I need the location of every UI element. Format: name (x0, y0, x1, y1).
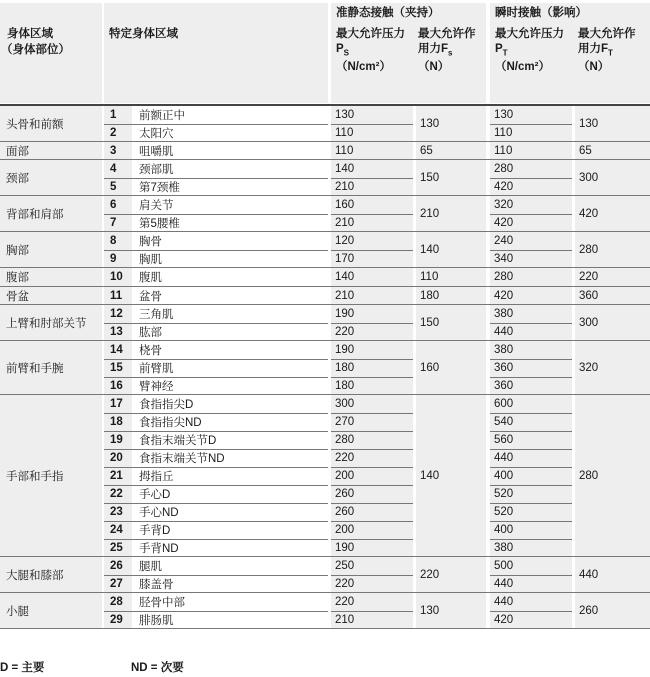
row-separator (104, 449, 328, 450)
ps-value: 260 (335, 506, 355, 519)
row-separator (104, 611, 328, 612)
pt-value: 600 (494, 397, 514, 410)
region-cell: 头骨和前额 (6, 119, 64, 132)
pt-value: 420 (494, 614, 514, 627)
row-separator (490, 377, 572, 378)
region-cell: 腹部 (6, 272, 29, 285)
ft-cell: 420 (579, 208, 599, 221)
ps-value: 190 (335, 542, 355, 555)
row-separator (104, 413, 328, 414)
row-number: 28 (110, 596, 123, 609)
row-separator (104, 178, 328, 179)
row-separator (490, 539, 572, 540)
row-number: 25 (110, 542, 123, 555)
fs-cell: 160 (420, 361, 440, 374)
group-transient-title: 瞬时接触（影响） (495, 7, 587, 19)
pt-header-line1: 最大允许压力 (495, 28, 564, 40)
pt-symbol: P (495, 43, 503, 55)
row-separator (490, 521, 572, 522)
fs-cell: 130 (420, 118, 440, 131)
row-separator (331, 178, 413, 179)
col-specific-title: 特定身体区域 (109, 28, 178, 40)
fs-cell: 140 (420, 244, 440, 257)
row-separator (490, 214, 572, 215)
fs-header-line2 (418, 42, 476, 60)
fs-header-unit: （N） (418, 61, 450, 74)
pt-value: 130 (494, 109, 514, 122)
row-separator (104, 124, 328, 125)
fs-header (418, 27, 476, 75)
pt-value: 420 (494, 289, 514, 302)
ps-value: 200 (335, 470, 355, 483)
row-number: 2 (110, 127, 117, 140)
ps-value: 200 (335, 524, 355, 537)
specific-area: 胫骨中部 (139, 597, 185, 610)
fs-header-line1: 最大允许作 (418, 28, 476, 40)
fs-symbol: 用力F (418, 43, 449, 55)
footnote-d: D = 主要 (0, 662, 45, 674)
specific-area: 胸肌 (139, 254, 162, 267)
fs-cell: 150 (420, 172, 440, 185)
specific-area: 食指末端关节ND (139, 452, 225, 465)
ps-value: 260 (335, 488, 355, 501)
pt-value: 440 (494, 451, 514, 464)
ft-header-line2 (578, 42, 636, 60)
region-cell: 上臂和肘部关节 (6, 317, 87, 330)
row-separator (104, 467, 328, 468)
ft-cell: 65 (579, 145, 592, 158)
row-separator (490, 485, 572, 486)
pt-value: 280 (494, 163, 514, 176)
pt-value: 380 (494, 307, 514, 320)
specific-area: 腓肠肌 (139, 615, 174, 628)
ps-value: 270 (335, 415, 355, 428)
row-number: 15 (110, 361, 123, 374)
specific-area: 第5腰椎 (139, 218, 180, 231)
row-number: 24 (110, 524, 123, 537)
row-separator (331, 575, 413, 576)
row-separator (490, 250, 572, 251)
ps-header-line1: 最大允许压力 (336, 28, 405, 40)
row-separator (331, 250, 413, 251)
row-separator (104, 377, 328, 378)
ft-cell: 260 (579, 605, 599, 618)
pt-value: 420 (494, 181, 514, 194)
row-number: 17 (110, 397, 123, 410)
row-number: 4 (110, 163, 117, 176)
ps-value: 140 (335, 271, 355, 284)
header-shade-specific (104, 3, 328, 103)
row-separator (104, 214, 328, 215)
ft-cell: 440 (579, 569, 599, 582)
pt-value: 340 (494, 253, 514, 266)
pt-value: 110 (494, 145, 513, 158)
specific-area: 拇指丘 (139, 471, 174, 484)
ps-value: 250 (335, 560, 355, 573)
ft-cell: 280 (579, 244, 599, 257)
specific-area: 肱部 (139, 326, 162, 339)
row-number: 29 (110, 614, 123, 627)
ps-value: 120 (335, 235, 355, 248)
row-separator (331, 214, 413, 215)
ft-cell: 280 (579, 470, 599, 483)
pt-value: 400 (494, 470, 514, 483)
fs-cell: 110 (420, 271, 439, 284)
specific-area: 三角肌 (139, 308, 174, 321)
row-separator (331, 521, 413, 522)
ps-value: 300 (335, 397, 355, 410)
specific-area: 臂神经 (139, 380, 174, 393)
row-number: 26 (110, 560, 123, 573)
row-number: 27 (110, 578, 123, 591)
pt-header (495, 27, 564, 75)
specific-area: 前额正中 (139, 110, 185, 123)
row-separator (104, 575, 328, 576)
pt-value: 400 (494, 524, 514, 537)
row-number: 6 (110, 199, 117, 212)
specific-area: 手背ND (139, 543, 179, 556)
pt-value: 320 (494, 199, 514, 212)
ps-value: 110 (335, 127, 354, 140)
row-number: 3 (110, 145, 117, 158)
row-number: 23 (110, 506, 123, 519)
row-number: 10 (110, 271, 123, 284)
region-cell: 手部和手指 (6, 471, 64, 484)
row-separator (490, 359, 572, 360)
fs-cell: 220 (420, 569, 440, 582)
region-cell: 面部 (6, 146, 29, 159)
row-number: 8 (110, 235, 117, 248)
ps-value: 210 (335, 289, 355, 302)
ft-cell: 220 (579, 271, 599, 284)
ft-header-line1: 最大允许作 (578, 28, 636, 40)
ps-value: 190 (335, 307, 355, 320)
row-separator (331, 413, 413, 414)
ps-value: 130 (335, 109, 355, 122)
row-separator (331, 377, 413, 378)
pt-value: 280 (494, 271, 514, 284)
specific-area: 食指指尖D (139, 398, 194, 411)
row-separator (331, 467, 413, 468)
ft-header (578, 27, 636, 75)
pt-value: 380 (494, 343, 514, 356)
row-number: 19 (110, 433, 123, 446)
row-number: 11 (110, 289, 123, 302)
row-separator (331, 323, 413, 324)
row-separator (490, 449, 572, 450)
row-number: 1 (110, 109, 117, 122)
row-separator (331, 359, 413, 360)
ps-value: 220 (335, 451, 355, 464)
specific-area: 肩关节 (139, 200, 174, 213)
region-cell: 大腿和膝部 (6, 570, 64, 583)
pt-value: 500 (494, 560, 514, 573)
specific-area: 腿肌 (139, 561, 162, 574)
fs-cell: 210 (420, 208, 440, 221)
ps-header-unit: （N/cm²） (336, 61, 391, 74)
row-number: 9 (110, 253, 117, 266)
region-cell: 背部和肩部 (6, 209, 64, 222)
row-number: 14 (110, 343, 123, 356)
ps-value: 190 (335, 343, 355, 356)
pt-value: 360 (494, 361, 514, 374)
row-number: 12 (110, 307, 123, 320)
row-separator (490, 413, 572, 414)
specific-area: 咀嚼肌 (139, 146, 174, 159)
fs-cell: 150 (420, 316, 440, 329)
specific-area: 胸骨 (139, 236, 162, 249)
row-separator (104, 359, 328, 360)
specific-area: 手背D (139, 525, 171, 538)
fs-cell: 130 (420, 605, 440, 618)
row-number: 13 (110, 325, 123, 338)
row-separator (331, 539, 413, 540)
fs-cell: 140 (420, 470, 440, 483)
row-separator (331, 611, 413, 612)
row-number: 20 (110, 451, 123, 464)
pt-value: 440 (494, 325, 514, 338)
row-separator (104, 539, 328, 540)
row-separator (331, 485, 413, 486)
pt-value: 420 (494, 217, 514, 230)
pt-value: 380 (494, 542, 514, 555)
ft-subscript: T (608, 48, 613, 58)
col-region-subtitle: （身体部位） (1, 44, 70, 56)
pt-header-symbol (495, 42, 564, 60)
row-separator (490, 611, 572, 612)
specific-area: 盆骨 (139, 290, 162, 303)
specific-area: 食指指尖ND (139, 416, 202, 429)
ft-cell: 130 (579, 118, 599, 131)
region-cell: 颈部 (6, 173, 29, 186)
specific-area: 太阳穴 (139, 128, 174, 141)
ps-value: 280 (335, 433, 355, 446)
row-separator (490, 323, 572, 324)
row-separator (104, 323, 328, 324)
specific-area: 腹肌 (139, 272, 162, 285)
row-separator (490, 431, 572, 432)
row-separator (490, 503, 572, 504)
row-separator (490, 467, 572, 468)
ps-header (336, 27, 405, 75)
row-separator (104, 485, 328, 486)
ft-cell: 300 (579, 172, 599, 185)
specific-area: 食指末端关节D (139, 434, 217, 447)
pt-subscript: T (502, 48, 508, 58)
pt-value: 440 (494, 578, 514, 591)
ps-value: 110 (335, 145, 354, 158)
ps-value: 170 (335, 253, 355, 266)
row-separator (331, 431, 413, 432)
row-separator (331, 503, 413, 504)
region-cell: 骨盆 (6, 290, 29, 303)
ft-cell: 360 (579, 289, 599, 302)
row-separator (490, 575, 572, 576)
specific-area: 膝盖骨 (139, 579, 174, 592)
region-cell: 前臂和手腕 (6, 362, 64, 375)
ft-cell: 320 (579, 361, 599, 374)
pt-value: 560 (494, 433, 514, 446)
specific-area: 第7颈椎 (139, 182, 180, 195)
pt-header-unit: （N/cm²） (495, 61, 550, 74)
footnote-nd: ND = 次要 (131, 662, 184, 674)
pt-value: 520 (494, 488, 514, 501)
row-separator (104, 250, 328, 251)
row-separator (104, 431, 328, 432)
row-number: 5 (110, 181, 117, 194)
specific-area: 颈部肌 (139, 164, 174, 177)
region-cell: 小腿 (6, 606, 29, 619)
row-separator (490, 124, 572, 125)
ps-value: 210 (335, 217, 355, 230)
fs-cell: 180 (420, 289, 440, 302)
pt-value: 440 (494, 596, 514, 609)
ps-symbol: P (336, 43, 344, 55)
fs-subscript: s (448, 48, 453, 58)
ps-value: 220 (335, 596, 355, 609)
specific-area: 手心ND (139, 507, 179, 520)
ps-header-symbol (336, 42, 405, 60)
row-separator (104, 503, 328, 504)
ps-value: 220 (335, 325, 355, 338)
pt-value: 520 (494, 506, 514, 519)
group-quasi-static-title: 准静态接触（夹持） (336, 7, 440, 19)
table-top-rule (0, 104, 650, 106)
row-separator (331, 124, 413, 125)
ps-value: 210 (335, 181, 355, 194)
ps-subscript: S (343, 48, 350, 58)
specific-area: 前臂肌 (139, 362, 174, 375)
row-number: 21 (110, 470, 123, 483)
ps-value: 180 (335, 361, 355, 374)
ps-value: 140 (335, 163, 355, 176)
region-cell: 胸部 (6, 245, 29, 258)
row-number: 16 (110, 379, 123, 392)
pt-value: 360 (494, 379, 514, 392)
row-number: 18 (110, 415, 123, 428)
pt-value: 240 (494, 235, 514, 248)
row-separator (331, 449, 413, 450)
ps-value: 220 (335, 578, 355, 591)
ft-header-unit: （N） (578, 61, 610, 74)
group-separator (0, 628, 650, 629)
row-number: 22 (110, 488, 123, 501)
fs-cell: 65 (420, 145, 433, 158)
specific-area: 桡骨 (139, 344, 162, 357)
col-region-title: 身体区域 (7, 28, 53, 40)
row-number: 7 (110, 217, 117, 230)
specific-area: 手心D (139, 489, 171, 502)
ps-value: 180 (335, 379, 355, 392)
pt-value: 540 (494, 415, 514, 428)
ps-value: 210 (335, 614, 355, 627)
ft-symbol: 用力F (578, 43, 609, 55)
ft-cell: 300 (579, 316, 599, 329)
row-separator (104, 521, 328, 522)
pt-value: 110 (494, 127, 513, 140)
ps-value: 160 (335, 199, 355, 212)
row-separator (490, 178, 572, 179)
